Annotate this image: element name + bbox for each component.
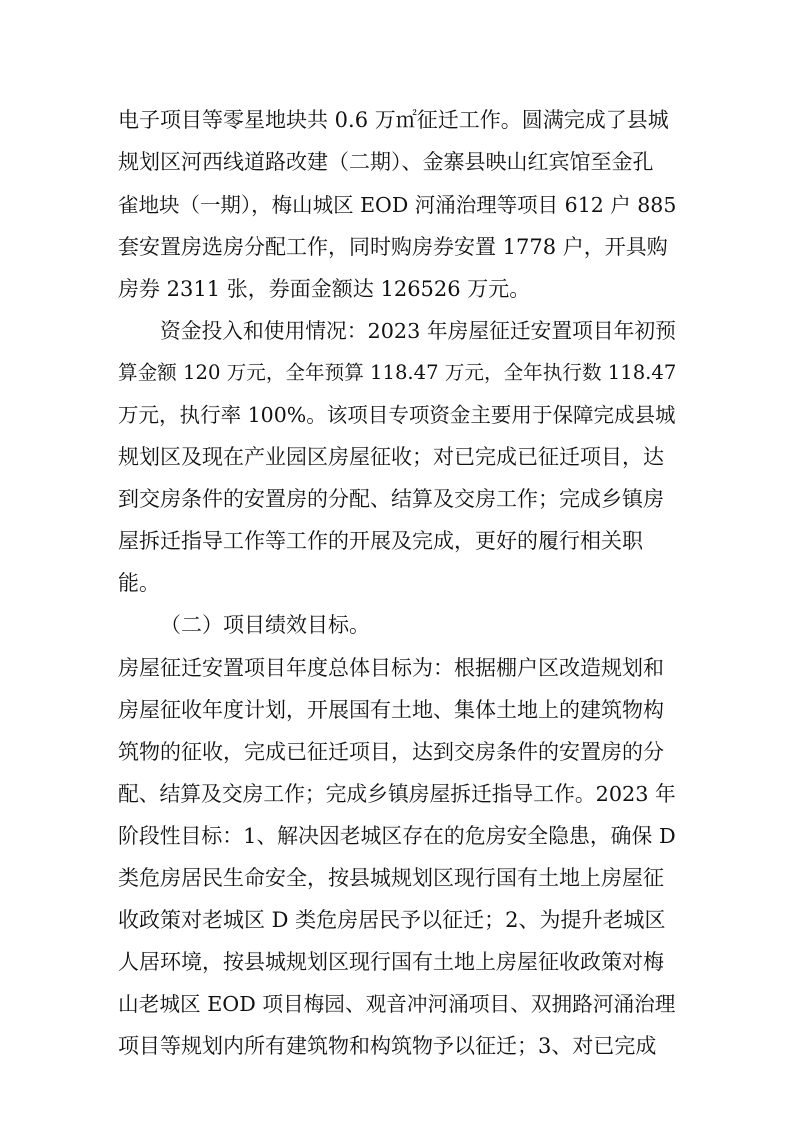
body-line-12: 能。	[118, 571, 160, 595]
body-line-3: 雀地块（一期），梅山城区 EOD 河涌治理等项目 612 户 885	[118, 193, 677, 217]
body-line-1: 电子项目等零星地块共 0.6 万㎡征迁工作。圆满完成了县城	[118, 108, 669, 132]
body-line-23: 项目等规划内所有建筑物和构筑物予以征迁；3、对已完成	[118, 1034, 657, 1058]
body-line-6: 资金投入和使用情况：2023 年房屋征迁安置项目年初预	[160, 319, 676, 343]
body-line-8: 万元，执行率 100%。该项目专项资金主要用于保障完成县城	[118, 403, 676, 427]
body-line-4: 套安置房选房分配工作，同时购房券安置 1778 户，开具购	[118, 235, 668, 259]
body-line-9: 规划区及现在产业园区房屋征收；对已完成已征迁项目，达	[118, 445, 664, 469]
body-line-18: 阶段性目标：1、解决因老城区存在的危房安全隐患，确保 D	[118, 824, 676, 848]
body-line-7: 算金额 120 万元，全年预算 118.47 万元，全年执行数 118.47	[118, 361, 677, 384]
body-line-2: 规划区河西线道路改建（二期）、金寨县映山红宾馆至金孔	[118, 150, 654, 174]
body-line-19: 类危房居民生命安全，按县城规划区现行国有土地上房屋征	[118, 866, 664, 890]
body-line-17: 配、结算及交房工作；完成乡镇房屋拆迁指导工作。2023 年	[118, 782, 676, 806]
body-line-16: 筑物的征收，完成已征迁项目，达到交房条件的安置房的分	[118, 740, 664, 764]
body-line-11: 屋拆迁指导工作等工作的开展及完成，更好的履行相关职	[118, 529, 643, 553]
section-heading: （二）项目绩效目标。	[160, 613, 370, 637]
body-line-15: 房屋征收年度计划，开展国有土地、集体土地上的建筑物构	[118, 698, 664, 722]
body-line-14: 房屋征迁安置项目年度总体目标为：根据棚户区改造规划和	[118, 656, 664, 680]
body-line-21: 人居环境，按县城规划区现行国有土地上房屋征收政策对梅	[118, 950, 664, 974]
body-line-10: 到交房条件的安置房的分配、结算及交房工作；完成乡镇房	[118, 487, 664, 511]
body-line-20: 收政策对老城区 D 类危房居民予以征迁；2、为提升老城区	[118, 908, 666, 932]
body-line-22: 山老城区 EOD 项目梅园、观音冲河涌项目、双拥路河涌治理	[118, 992, 676, 1016]
body-line-5: 房券 2311 张，券面金额达 126526 万元。	[118, 277, 531, 301]
